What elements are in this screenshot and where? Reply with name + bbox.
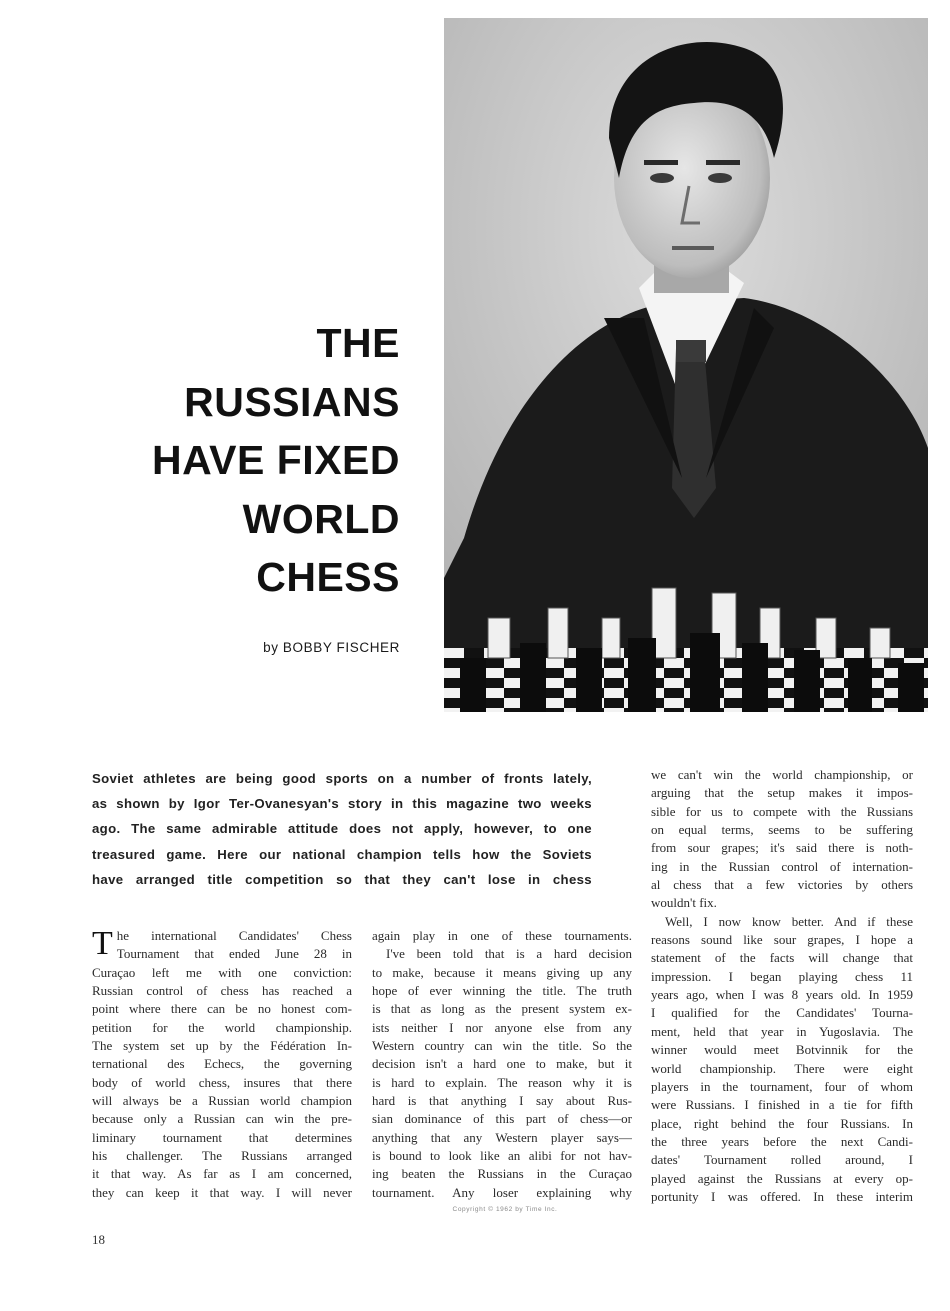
deck-line: treasured game. Here our national champion tells how the Soviets bbox=[92, 846, 592, 862]
body-line: ing in the Russian control of internation- bbox=[651, 858, 913, 874]
deck-line: as shown by Igor Ter-Ovanesyan's story in this magazine two weeks bbox=[92, 796, 592, 812]
body-line: statement of the facts will change that bbox=[651, 950, 913, 966]
body-line: world championship. There were eight bbox=[651, 1060, 913, 1076]
body-line: on equal terms, seems to be suffering bbox=[651, 822, 913, 838]
body-line: portunity I was offered. In these interim bbox=[651, 1188, 913, 1204]
body-line: they can keep it that way. I will never bbox=[92, 1184, 352, 1200]
body-line: reasons sound like sour grapes, I hope a bbox=[651, 932, 913, 948]
body-line: is hard to explain. The reason why it is bbox=[372, 1074, 632, 1090]
body-line: ment, held that year in Yugoslavia. The bbox=[651, 1023, 913, 1039]
body-line: al chess that a few victories by others bbox=[651, 877, 913, 893]
body-line: dates' Tournament rolled around, I bbox=[651, 1152, 913, 1168]
body-line: anything that any Western player says— bbox=[372, 1129, 632, 1145]
headline-line: WORLD bbox=[242, 495, 400, 542]
deck-line: Soviet athletes are being good sports on a number of fronts lately, bbox=[92, 771, 592, 786]
body-column-2 bbox=[372, 927, 632, 1202]
body-line: place, right behind the four Russians. In bbox=[651, 1115, 913, 1131]
headline-line: CHESS bbox=[256, 554, 400, 600]
body-line: Western country can win the title. So the bbox=[372, 1038, 632, 1054]
body-line: players in the tournament, four of whom bbox=[651, 1078, 913, 1094]
body-line: liminary tournament that determines bbox=[92, 1129, 352, 1145]
body-line: impression. I began playing chess 11 bbox=[651, 968, 913, 984]
body-line: to make, because it means giving up any bbox=[372, 964, 632, 980]
body-line: ternational des Echecs, the governing bbox=[92, 1056, 352, 1072]
body-column-1 bbox=[92, 927, 352, 1202]
body-line: again play in one of these tournaments. bbox=[372, 928, 632, 943]
body-line: Tournament that ended June 28 in bbox=[116, 946, 352, 962]
body-line: sible for us to compete with the Russians bbox=[651, 803, 913, 819]
body-line: years ago, when I was 8 years old. In 1959 bbox=[651, 987, 913, 1003]
copyright-notice: Copyright © 1962 by Time Inc. bbox=[452, 1206, 558, 1213]
body-line: hard is that anything I say about Rus- bbox=[372, 1093, 632, 1109]
headline bbox=[60, 314, 400, 607]
body-line: body of world chess, insures that there bbox=[92, 1074, 352, 1090]
body-line: from sour grapes; it's said there is noth- bbox=[651, 840, 913, 856]
byline: by BOBBY FISCHER bbox=[263, 640, 400, 655]
page-number: 18 bbox=[92, 1232, 105, 1247]
body-line: I qualified for the Candidates' Tourna- bbox=[651, 1005, 913, 1021]
body-line: winner would meet Botvinnik for the bbox=[651, 1042, 913, 1058]
deck-line: ago. The same admirable attitude does not apply, however, to one bbox=[92, 821, 592, 837]
body-line: The system set up by the Fédération In- bbox=[92, 1038, 352, 1054]
body-line: his challenger. The Russians arranged bbox=[92, 1148, 352, 1164]
headline-line: RUSSIANS bbox=[184, 378, 400, 425]
body-line: tournament. Any loser explaining why bbox=[372, 1184, 632, 1200]
body-line: Russian control of chess has reached a bbox=[92, 983, 352, 999]
headline-line: HAVE FIXED bbox=[152, 437, 400, 483]
body-line: we can't win the world championship, or bbox=[651, 767, 913, 782]
body-line: I've been told that is a hard decision bbox=[386, 946, 632, 962]
body-line: it that way. As far as I am concerned, bbox=[92, 1166, 352, 1182]
deck bbox=[92, 766, 592, 892]
body-line: sian dominance of this part of chess—or bbox=[372, 1111, 632, 1127]
deck-line: have arranged title competition so that they can't lose in chess bbox=[92, 871, 592, 887]
body-line: point where there can be no honest com- bbox=[92, 1001, 352, 1017]
body-line: Well, I now know better. And if these bbox=[665, 913, 913, 929]
headline-line: THE bbox=[316, 320, 400, 366]
body-line: he international Candidates' Chess bbox=[116, 928, 352, 943]
body-line: will always be a Russian world champion bbox=[92, 1093, 352, 1109]
body-line: arguing that the setup makes it impos- bbox=[651, 785, 913, 801]
body-column-3 bbox=[651, 766, 913, 1206]
drop-cap: T bbox=[92, 925, 113, 962]
body-line: ists neither I nor anyone else from any bbox=[372, 1019, 632, 1035]
body-line: were Russians. I finished in a tie for fifth bbox=[651, 1097, 913, 1113]
body-line: wouldn't fix. bbox=[651, 895, 717, 911]
body-line: is bound to look like an alibi for not hav- bbox=[372, 1148, 632, 1164]
body-line: played against the Russians at every op- bbox=[651, 1170, 913, 1186]
body-line: because only a Russian can win the pre- bbox=[92, 1111, 352, 1127]
body-line: hope of ever winning the title. The truth bbox=[372, 983, 632, 999]
body-line: Curaçao left me with one conviction: bbox=[92, 964, 352, 980]
body-line: ing beaten the Russians in the Curaçao bbox=[372, 1166, 632, 1182]
body-line: the three years before the next Candi- bbox=[651, 1133, 913, 1149]
body-line: petition for the world championship. bbox=[92, 1019, 352, 1035]
body-line: decision isn't a hard one to make, but it bbox=[372, 1056, 632, 1072]
portrait-photo bbox=[444, 18, 928, 712]
body-line: is that as long as the present system ex- bbox=[372, 1001, 632, 1017]
